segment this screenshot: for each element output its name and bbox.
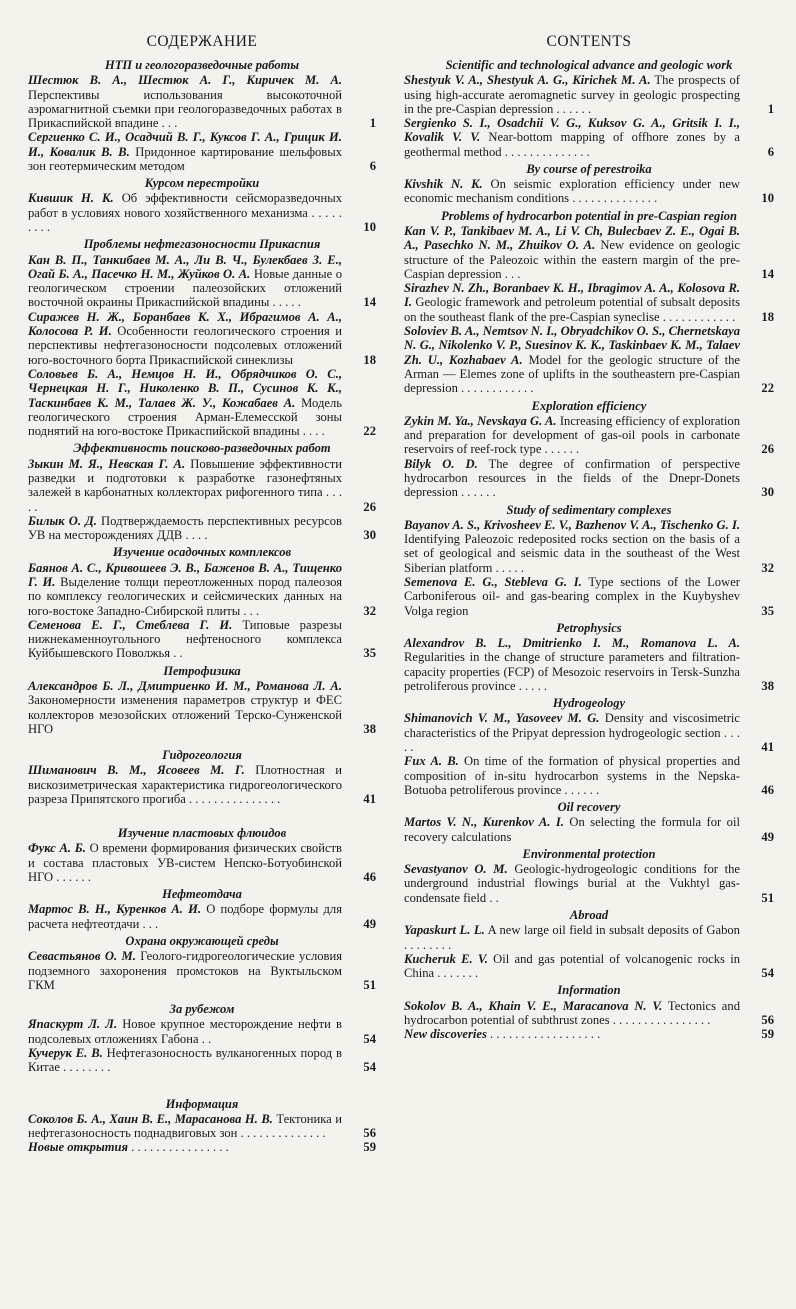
entry-authors: Kucheruk E. V. [404, 951, 488, 966]
entry-page-number: 38 [761, 678, 774, 693]
entry-title: Geologic framework and petroleum potential of subsalt deposits on the southeast flank of the pre-Caspian syneclise . . . . . . . . . . . . [404, 295, 740, 324]
toc-entry[interactable] [28, 73, 376, 130]
entry-title: Об эффективности сейсморазведочных работ в условиях нового хозяйственного механизма . . . . . . . . . [28, 191, 342, 235]
toc-entry[interactable] [28, 902, 376, 931]
entry-authors: Semenova E. G., Stebleva G. I. [404, 574, 582, 589]
entry-authors: Martos V. N., Kurenkov A. I. [404, 815, 564, 830]
entry-authors: Фукс А. Б. [28, 841, 86, 856]
entry-title: О подборе формулы для расчета нефтеотдачи . . . [28, 902, 342, 931]
entry-page-number: 46 [363, 869, 376, 884]
entry-title: On time of the formation of physical properties and composition of in-situ hydrocarbon systems in the Nepska-Botuoba petroliferous province . . . . . . [404, 754, 740, 797]
toc-entry[interactable] [404, 414, 774, 457]
section-heading: Abroad [569, 908, 609, 923]
section-heading: Эффективность поисково-разведочных работ [73, 441, 331, 456]
entry-authors: Семенова Е. Г., Стеблева Г. И. [28, 617, 233, 632]
english-contents-title: CONTENTS [546, 33, 632, 50]
toc-section [404, 58, 774, 159]
section-heading: Курсом перестройки [144, 176, 260, 191]
entry-page-number: 49 [761, 829, 774, 844]
section-heading: Проблемы нефтегазоносности Прикаспия [83, 237, 321, 252]
entry-page-number: 35 [761, 603, 774, 618]
entry-authors: Мартос В. Н., Куренков А. И. [28, 902, 202, 917]
toc-section [404, 162, 774, 206]
section-heading: Information [557, 983, 621, 998]
toc-section [404, 209, 774, 396]
entry-authors: Соловьев Б. А., Немцов Н. И., Обрядчиков О. С., Чернецкая Н. Г., Николенко В. П., Сусинов К. К., Таскинбаев К. М., Талаев Ж. У., Кожабаев А. [28, 366, 342, 410]
entry-title: . . . . . . . . . . . . . . . . [131, 1140, 229, 1155]
toc-section [404, 983, 774, 1041]
entry-authors: Sevastyanov O. M. [404, 862, 508, 877]
section-heading: За рубежом [169, 1002, 235, 1017]
toc-entry[interactable] [28, 949, 376, 992]
entry-authors: Севастьянов О. М. [28, 949, 136, 964]
entry-title: Oil and gas potential of volcanogenic rocks in China . . . . . . . [404, 951, 740, 981]
entry-title: Type sections of the Lower Carboniferous oil- and gas-bearing complex in the Kuybyshev Volga region [404, 574, 740, 618]
entry-authors: Новые открытия [28, 1140, 128, 1155]
entry-authors: Соколов Б. А., Хаин В. Е., Марасанова Н. В. [28, 1111, 273, 1126]
toc-section [28, 441, 376, 542]
toc-entry[interactable] [404, 862, 774, 905]
toc-section [28, 934, 376, 992]
toc-entry[interactable] [404, 177, 774, 206]
entry-page-number: 54 [363, 1060, 376, 1075]
section-heading: Изучение пластовых флюидов [117, 826, 287, 841]
entry-authors: Sergienko S. I., Osadchii V. G., Kuksov G. A., Gritsik I. I., Kovalik V. V. [404, 116, 740, 145]
entry-page-number: 32 [761, 560, 774, 575]
entry-page-number: 1 [369, 116, 376, 131]
section-heading: Oil recovery [557, 800, 621, 815]
entry-page-number: 1 [767, 101, 774, 116]
entry-authors: Шиманович В. М., Ясовеев М. Г. [28, 763, 245, 778]
entry-authors: Сергиенко С. И., Осадчий В. Г., Куксов Г. А., Грицик И. И., Ковалик В. В. [28, 130, 342, 159]
toc-entry[interactable] [28, 561, 376, 618]
toc-entry[interactable] [404, 636, 774, 693]
toc-entry[interactable] [404, 116, 774, 159]
entry-page-number: 26 [761, 442, 774, 457]
entry-page-number: 18 [363, 352, 376, 367]
entry-page-number: 54 [363, 1031, 376, 1046]
toc-section [404, 621, 774, 693]
entry-page-number: 6 [767, 144, 774, 159]
toc-entry[interactable] [404, 999, 774, 1028]
section-heading: Study of sedimentary complexes [506, 502, 672, 517]
section-heading: Environmental protection [522, 846, 656, 861]
entry-page-number: 14 [761, 266, 774, 281]
toc-entry[interactable] [404, 815, 774, 844]
toc-section [28, 237, 376, 438]
toc-entry[interactable] [28, 763, 376, 806]
section-heading: НТП и геологоразведочные работы [105, 58, 299, 72]
entry-title: Повышение эффективности разведки и подготовки к разработке газонефтяных залежей в карбонатных коллекторах рифогенного типа . . . . . [28, 456, 343, 514]
toc-section [28, 664, 376, 736]
entry-title: Density and viscosimetric characteristics of the Pripyat depression hydrogeologic section . . . . . [404, 711, 740, 754]
entry-authors: Sokolov B. A., Khain V. E., Maracanova N. V. [404, 998, 663, 1013]
toc-section [28, 826, 376, 884]
toc-entry[interactable] [28, 191, 376, 234]
toc-section [404, 399, 774, 500]
entry-title: Regularities in the change of structure parameters and filtration-capacity properties (FCP) of Mesozoic reservoirs in Tersk-Sunzha petroliferous province . . . . . [404, 650, 740, 693]
entry-authors: Зыкин М. Я., Невская Г. А. [28, 456, 186, 471]
section-heading: Нефтеотдача [162, 887, 242, 902]
entry-authors: Shestyuk V. A., Shestyuk A. G., Kirichek M. A. [404, 73, 651, 88]
entry-authors: Fux A. B. [404, 754, 459, 769]
entry-page-number: 41 [363, 791, 376, 806]
entry-authors: Баянов А. С., Кривошеев Э. В., Баженов В. А., Тищенко Г. И. [28, 560, 342, 589]
entry-page-number: 10 [761, 191, 774, 206]
entry-title: Новые данные о геологическом строении палеозойских отложений восточной окраины Прикаспийской впадины . . . . . [28, 266, 342, 310]
entry-authors: Alexandrov B. L., Dmitrienko I. M., Romanova L. A. [404, 636, 740, 651]
section-heading: Petrophysics [556, 620, 622, 635]
entry-title: The degree of confirmation of perspective hydrocarbon resources in the fields of the Dnepr-Donets depression . . . . . . [404, 456, 740, 500]
entry-authors: Sirazhev N. Zh., Boranbaev K. H., Ibragimov A. A., Kolosova R. I. [404, 281, 740, 310]
entry-title: Tectonics and hydrocarbon potential of subthrust zones . . . . . . . . . . . . . . . . [404, 998, 740, 1027]
entry-page-number: 51 [761, 890, 774, 905]
section-heading: Exploration efficiency [531, 398, 647, 413]
entry-page-number: 30 [761, 485, 774, 500]
entry-page-number: 6 [369, 158, 376, 173]
toc-entry[interactable] [28, 1017, 376, 1046]
entry-title: Near-bottom mapping of offhore zones by a geothermal method . . . . . . . . . . . . . . [404, 130, 740, 159]
entry-authors: Кучерук Е. В. [28, 1045, 103, 1060]
toc-section [28, 1002, 376, 1074]
entry-title: Плотностная и вискозиметрическая характеристика гидрогеологического разреза Припятского прогиба . . . . . . . . . . . . . . . [28, 763, 343, 806]
toc-entry[interactable] [404, 518, 774, 575]
toc-entry[interactable] [404, 457, 774, 500]
toc-entry[interactable] [28, 1140, 376, 1154]
toc-section [28, 58, 376, 173]
entry-title: On seismic exploration efficiency under new economic mechanism conditions . . . . . . . . . . . . . . [404, 177, 741, 206]
entry-authors: Шестюк В. А., Шестюк А. Г., Киричек М. А. [28, 73, 342, 88]
toc-entry[interactable] [28, 130, 376, 173]
entry-title: Increasing efficiency of exploration and preparation for development of gas-oil pools in carbonate reservoirs of reef-rock type . . . . . . [404, 413, 740, 457]
section-heading: Hydrogeology [552, 696, 626, 711]
section-heading: Петрофизика [163, 663, 241, 678]
toc-section [28, 176, 376, 234]
toc-entry[interactable] [28, 367, 376, 438]
toc-entry[interactable] [28, 841, 376, 884]
entry-title: Нефтегазоносность вулканогенных пород в Китае . . . . . . . . [28, 1045, 342, 1075]
section-heading: Изучение осадочных комплексов [112, 545, 292, 560]
toc-section [404, 696, 774, 797]
toc-entry[interactable] [404, 711, 774, 754]
entry-title: Закономерности изменения параметров структур и ФЕС коллекторов мезозойских отложений Терско-Сунженской НГО [28, 693, 342, 736]
entry-title: New evidence on geologic structure of the Paleozoic within the eastern margin of the pre-Caspian depression . . . [404, 238, 741, 281]
entry-page-number: 14 [363, 295, 376, 310]
toc-entry[interactable] [404, 754, 774, 797]
entry-page-number: 41 [761, 740, 774, 754]
entry-title: Придонное картирование шельфовых зон геотермическим методом [28, 144, 342, 173]
section-heading: Информация [165, 1096, 239, 1111]
entry-authors: Kivshik N. K. [404, 177, 483, 192]
toc-entry[interactable] [28, 310, 376, 367]
entry-authors: Bayanov A. S., Krivosheev E. V., Bazhenov V. A., Tischenko G. I. [404, 517, 740, 532]
entry-authors: Япаскурт Л. Л. [28, 1017, 118, 1032]
section-heading: Гидрогеология [162, 748, 242, 763]
entry-title: Identifying Paleozoic redeposited rocks section on the basis of a set of geological and seismic data in the southeast of the West Siberian platform . . . . . [404, 532, 740, 575]
entry-page-number: 22 [363, 424, 376, 439]
entry-page-number: 59 [363, 1140, 376, 1155]
entry-page-number: 54 [761, 966, 774, 981]
entry-title: Model for the geologic structure of the Arman — Elemes zone of uplifts in the southeastern pre-Caspian depression . . . . . . . . . . . . [404, 352, 740, 396]
russian-contents-column [28, 34, 376, 1155]
entry-page-number: 56 [761, 1012, 774, 1027]
toc-entry[interactable] [404, 575, 774, 618]
toc-entry[interactable] [28, 1112, 376, 1141]
toc-entry[interactable] [404, 324, 774, 395]
entry-authors: Soloviev B. A., Nemtsov N. I., Obryadchikov O. S., Chernetskaya N. G., Nikolenko V. P., Suesinov K. K., Taskinbaev K. M., Talaev Zh. U., Kozhabaev A. [404, 324, 740, 367]
toc-entry[interactable] [404, 1027, 774, 1041]
toc-entry[interactable] [404, 281, 774, 324]
toc-section [28, 1097, 376, 1155]
entry-authors: Kan V. P., Tankibaev M. A., Li V. Ch, Bulecbaev Z. E., Ogai B. A., Pasechko N. M., Zhuikov O. A. [404, 223, 740, 253]
entry-page-number: 56 [363, 1126, 376, 1141]
entry-page-number: 32 [363, 603, 376, 618]
entry-authors: New discoveries [404, 1027, 487, 1042]
entry-authors: Zykin M. Ya., Nevskaya G. A. [404, 413, 557, 428]
toc-section [28, 887, 376, 931]
section-heading: Problems of hydrocarbon potential in pre-Caspian region [441, 208, 737, 223]
entry-page-number: 35 [363, 646, 376, 661]
toc-section [404, 503, 774, 618]
entry-title: Geologic-hydrogeologic conditions for the underground industrial flowings burial at the Vukhtyl gas-condensate field . . [404, 862, 741, 905]
entry-title: On selecting the formula for oil recovery calculations [404, 815, 740, 844]
entry-page-number: 38 [363, 721, 376, 736]
section-heading: By course of perestroika [526, 161, 652, 176]
entry-title: Геолого-гидрогеологические условия подземного захоронения промстоков на Вуктыльском ГКМ [28, 949, 343, 992]
entry-authors: Кан В. П., Танкибаев М. А., Ли В. Ч., Булекбаев З. Е., Огай Б. А., Пасечко Н. М., Жуйков О. А. [28, 252, 342, 281]
toc-section [28, 545, 376, 660]
toc-entry[interactable] [28, 514, 376, 543]
toc-entry[interactable] [28, 253, 376, 310]
entry-page-number: 10 [363, 220, 376, 235]
entry-title: Типовые разрезы нижнекаменноугольного нефтеносного комплекса Куйбышевского Поволжья . . [28, 617, 342, 661]
entry-title: Выделение толщи переотложенных пород палеозоя по комплексу геологических и сейсмических данных на юго-востоке Западно-Сибирской плиты . . . [28, 574, 342, 618]
entry-authors: Александров Б. Л., Дмитриенко И. М., Романова Л. А. [28, 678, 342, 693]
entry-title: Модель геологического строения Арман-Елемесской зоны поднятий на юго-востоке Прикаспийской впадины . . . . [28, 395, 342, 439]
toc-section [404, 908, 774, 980]
toc-entry[interactable] [404, 224, 774, 281]
entry-title: О времени формирования физических свойств и состава пластовых УВ-систем Непско-Ботуобинской НГО . . . . . . [28, 841, 342, 884]
entry-authors: Shimanovich V. M., Yasoveev M. G. [404, 711, 600, 726]
entry-title: A new large oil field in subsalt deposits of Gabon . . . . . . . . [404, 923, 740, 952]
entry-page-number: 46 [761, 782, 774, 797]
entry-title: The prospects of using high-accurate aeromagnetic survey in geologic prospecting in the pre-Caspian depression . . . . . . [404, 73, 741, 116]
entry-authors: Сиражев Н. Ж., Боранбаев К. Х., Ибрагимов А. А., Колосова Р. И. [28, 309, 342, 339]
entry-title: Перспективы использования высокоточной аэромагнитной съемки при геологоразведочных работах в Прикаспийской впадине . . . [28, 87, 342, 131]
entry-page-number: 51 [363, 977, 376, 992]
toc-section [404, 847, 774, 905]
english-contents-column [404, 34, 774, 1042]
entry-authors: Yapaskurt L. L. [404, 923, 485, 938]
entry-title: Особенности геологического строения и перспективы нефтегазоносности подсолевых отложений юго-восточного борта Прикаспийской синеклизы [28, 324, 342, 367]
entry-title: Подтверждаемость перспективных ресурсов УВ на месторождениях ДДВ . . . . [28, 513, 342, 543]
entry-page-number: 26 [363, 499, 376, 514]
russian-contents-title: СОДЕРЖАНИЕ [146, 33, 258, 50]
entry-authors: Билык О. Д. [28, 513, 97, 528]
entry-title: . . . . . . . . . . . . . . . . . . [490, 1027, 601, 1042]
toc-section [404, 800, 774, 844]
toc-entry[interactable] [404, 73, 774, 116]
toc-section [28, 748, 376, 806]
entry-authors: Bilyk O. D. [404, 456, 478, 471]
toc-entry[interactable] [28, 679, 376, 736]
toc-entry[interactable] [28, 618, 376, 661]
entry-title: Тектоника и нефтегазоносность поднадвиговых зон . . . . . . . . . . . . . . [28, 1111, 342, 1141]
toc-entry[interactable] [404, 952, 774, 981]
section-heading: Охрана окружающей среды [125, 934, 279, 949]
toc-entry[interactable] [28, 1046, 376, 1075]
section-heading: Scientific and technological advance and geologic work [445, 58, 733, 72]
entry-page-number: 49 [363, 916, 376, 931]
toc-entry[interactable] [28, 457, 376, 514]
toc-entry[interactable] [404, 923, 774, 952]
entry-page-number: 22 [761, 381, 774, 396]
entry-page-number: 18 [761, 309, 774, 324]
entry-page-number: 59 [761, 1027, 774, 1042]
entry-title: Новое крупное месторождение нефти в подсолевых отложениях Габона . . [28, 1017, 342, 1046]
entry-page-number: 30 [363, 528, 376, 543]
entry-authors: Кившик Н. К. [28, 191, 114, 206]
